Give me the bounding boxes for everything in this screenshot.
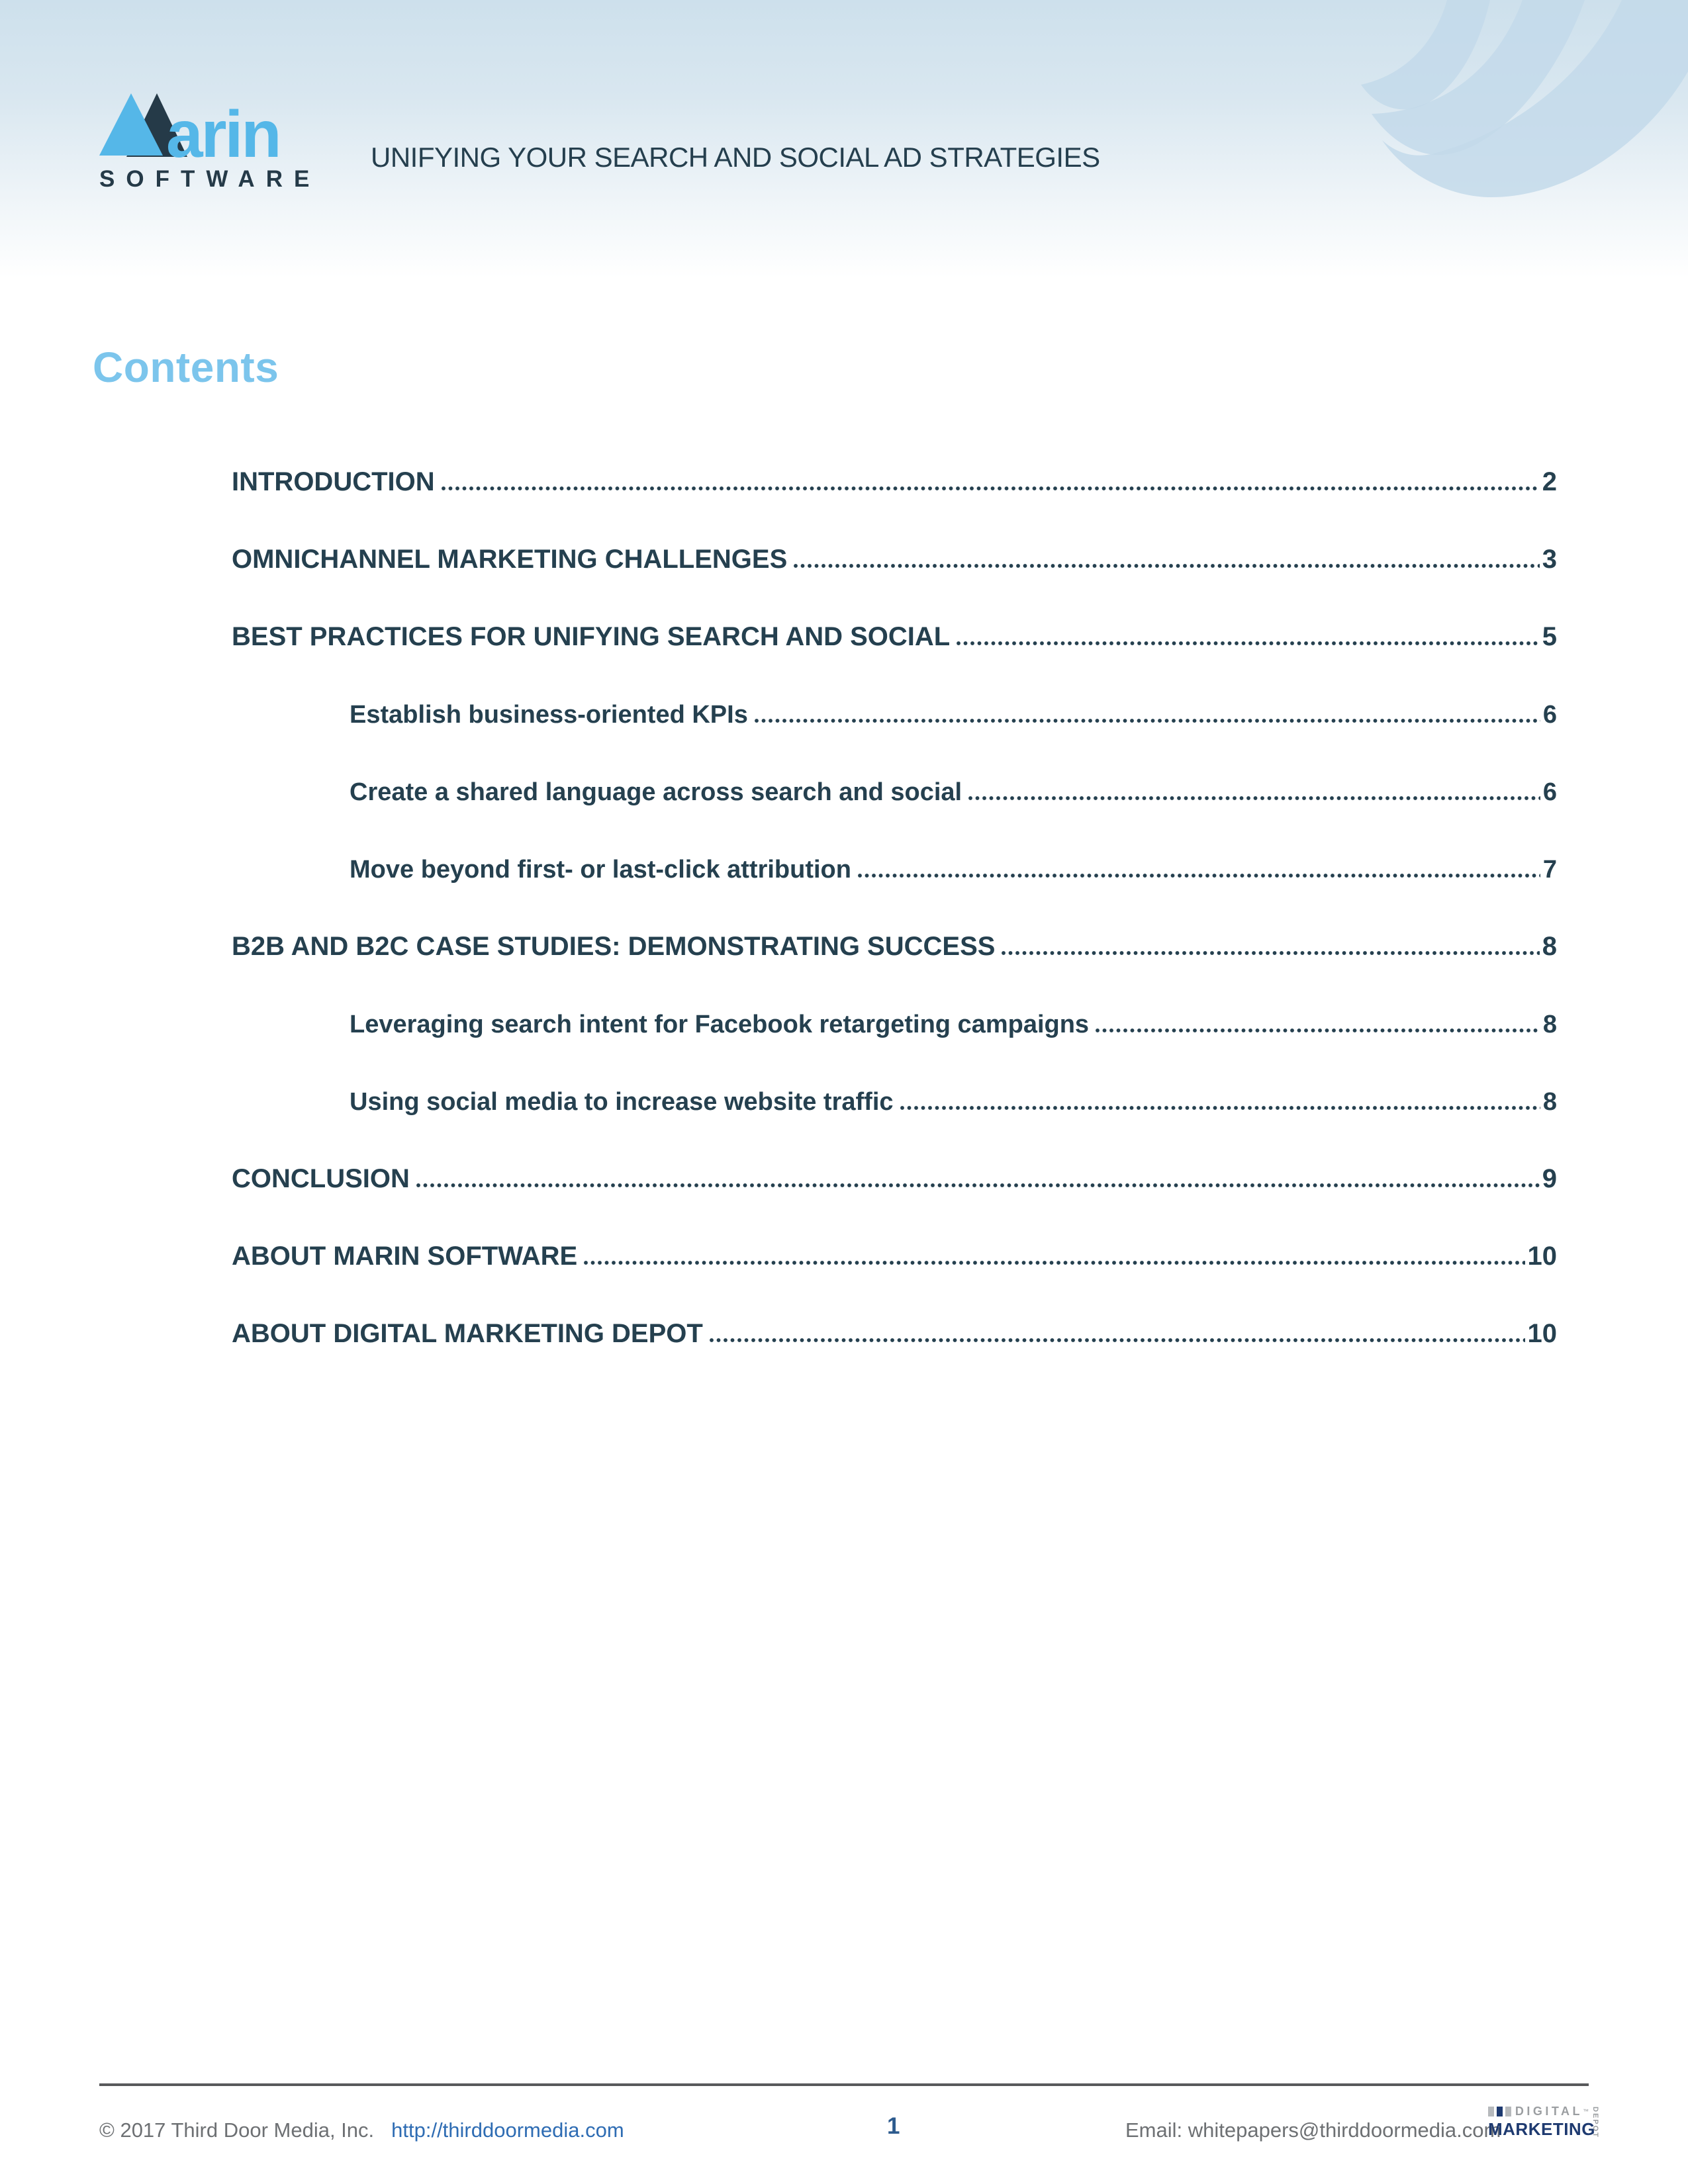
toc-entry[interactable] bbox=[232, 1115, 1557, 1192]
toc-entry-label: Create a shared language across search and social bbox=[350, 778, 962, 806]
toc-entry-page: 5 bbox=[1542, 622, 1557, 651]
toc-entry[interactable] bbox=[232, 1192, 1557, 1269]
toc-dot-leader bbox=[1096, 1028, 1540, 1032]
toc-entry[interactable] bbox=[232, 418, 1557, 495]
toc-entry-label: Establish business-oriented KPIs bbox=[350, 701, 748, 729]
toc-entry-page: 9 bbox=[1542, 1164, 1557, 1193]
footer-divider bbox=[99, 2083, 1589, 2086]
footer-copyright-block bbox=[99, 2118, 624, 2142]
toc-entry-page: 6 bbox=[1542, 701, 1557, 729]
toc-entry[interactable] bbox=[232, 882, 1557, 960]
toc-entry-page: 10 bbox=[1527, 1242, 1557, 1271]
footer-copyright: © 2017 Third Door Media, Inc. bbox=[99, 2118, 375, 2142]
logo-brand-text: arin bbox=[166, 97, 280, 171]
toc-dot-leader bbox=[442, 486, 1540, 490]
toc-entry[interactable] bbox=[232, 572, 1557, 650]
toc-entry[interactable] bbox=[232, 495, 1557, 572]
toc-entry-label: Using social media to increase website traffic bbox=[350, 1088, 894, 1116]
digital-marketing-depot-logo bbox=[1488, 2104, 1599, 2148]
toc-entry-label: ABOUT DIGITAL MARKETING DEPOT bbox=[232, 1319, 703, 1348]
contents-heading: Contents bbox=[93, 343, 279, 391]
document-title: UNIFYING YOUR SEARCH AND SOCIAL AD STRATEGIES bbox=[371, 142, 1100, 173]
toc-entry-label: Move beyond first- or last-click attribution bbox=[350, 856, 851, 884]
toc-entry-label: OMNICHANNEL MARKETING CHALLENGES bbox=[232, 545, 788, 574]
toc-entry-page: 8 bbox=[1542, 1011, 1557, 1038]
logo-software-text: SOFTWARE bbox=[99, 166, 321, 190]
dmd-depot-text: DEPOT bbox=[1591, 2107, 1599, 2138]
toc-dot-leader bbox=[794, 564, 1539, 568]
toc-dot-leader bbox=[900, 1106, 1540, 1110]
toc-entry-label: INTRODUCTION bbox=[232, 467, 435, 496]
toc-entry[interactable] bbox=[232, 1269, 1557, 1347]
dmd-square-gray-icon bbox=[1488, 2107, 1494, 2116]
footer-page-number: 1 bbox=[887, 2113, 900, 2139]
swoosh-decoration-icon bbox=[1311, 0, 1688, 199]
toc-dot-leader bbox=[584, 1261, 1524, 1265]
toc-entry[interactable] bbox=[232, 727, 1557, 805]
marin-software-logo bbox=[98, 89, 323, 190]
footer-email[interactable]: Email: whitepapers@thirddoormedia.com bbox=[1125, 2118, 1501, 2142]
toc-entry-page: 8 bbox=[1542, 932, 1557, 961]
toc-dot-leader bbox=[1002, 951, 1539, 955]
toc-entry-page: 2 bbox=[1542, 467, 1557, 496]
toc-entry-label: BEST PRACTICES FOR UNIFYING SEARCH AND SOCIAL bbox=[232, 622, 951, 651]
toc-entry-page: 10 bbox=[1527, 1319, 1557, 1348]
toc-entry-page: 3 bbox=[1542, 545, 1557, 574]
toc-dot-leader bbox=[957, 641, 1540, 645]
dmd-marketing-text: MARKETING bbox=[1488, 2119, 1595, 2139]
dmd-square-navy-icon bbox=[1497, 2107, 1503, 2116]
toc-entry[interactable] bbox=[232, 805, 1557, 882]
toc-entry-page: 7 bbox=[1542, 856, 1557, 884]
toc-dot-leader bbox=[416, 1183, 1540, 1187]
toc-dot-leader bbox=[968, 796, 1540, 800]
dmd-trademark: ™ bbox=[1583, 2108, 1589, 2115]
toc-dot-leader bbox=[755, 719, 1540, 723]
toc-entry-label: ABOUT MARIN SOFTWARE bbox=[232, 1242, 578, 1271]
toc-list bbox=[232, 418, 1557, 1347]
dmd-digital-text: DIGITAL bbox=[1515, 2104, 1583, 2118]
toc-entry-label: Leveraging search intent for Facebook retargeting campaigns bbox=[350, 1011, 1090, 1038]
dmd-square-gray-icon bbox=[1505, 2107, 1511, 2116]
toc-entry-page: 6 bbox=[1542, 778, 1557, 806]
toc-entry-label: B2B AND B2C CASE STUDIES: DEMONSTRATING SUCCESS bbox=[232, 932, 996, 961]
toc-entry-label: CONCLUSION bbox=[232, 1164, 410, 1193]
toc-dot-leader bbox=[710, 1338, 1525, 1342]
footer-website-link[interactable]: http://thirddoormedia.com bbox=[391, 2118, 624, 2142]
toc-entry-page: 8 bbox=[1542, 1088, 1557, 1116]
toc-dot-leader bbox=[858, 874, 1540, 878]
toc-entry[interactable] bbox=[232, 650, 1557, 727]
toc-entry[interactable] bbox=[232, 960, 1557, 1037]
toc-entry[interactable] bbox=[232, 1037, 1557, 1115]
dmd-logo-top-row bbox=[1488, 2105, 1589, 2118]
